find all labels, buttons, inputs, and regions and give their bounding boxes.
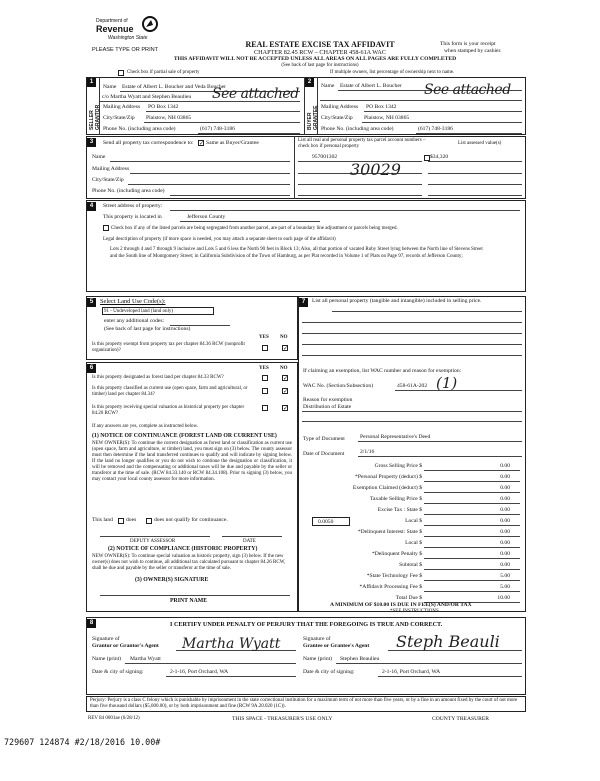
section6-box	[86, 362, 298, 612]
tax-row-label: Taxable Selling Price $	[370, 496, 422, 502]
reason-value[interactable]: Distribution of Estate	[303, 404, 352, 410]
tax-row	[302, 528, 522, 539]
section-2-badge: 2	[305, 78, 314, 87]
legal-description[interactable]: Lots 2 through 4 and 7 through 9 inclusive and Lots 5 and 6 less the North 90 feet in Block 13; Also, all that portion of vacated Ruby Street lying between the North line of Stevens Street and the South line of Montgomery Street; in California Subdivision of the Town of Hamburg, as per Plat recorded in Volume 1 of Plats on Page 97, records of Jefferson County;	[110, 247, 483, 259]
tax-row	[302, 517, 522, 528]
tax-row-value[interactable]: 0.00	[500, 496, 510, 502]
tax-row-label: *Affidavit Processing Fee $	[359, 584, 422, 590]
tax-row-value[interactable]: 10.00	[497, 595, 510, 601]
tax-row-label: *Delinquent Interest: State $	[357, 529, 422, 535]
current-use-no-checkbox[interactable]: ✓	[283, 388, 289, 395]
assessed-header: List assessed value(s)	[458, 141, 502, 146]
tax-row-label: *Personal Property (deduct) $	[355, 474, 422, 480]
land-use-no-header: NO	[280, 335, 288, 340]
see-instructions: *SEE INSTRUCTIONS	[390, 609, 439, 614]
form-subtitle: CHAPTER 82.45 RCW – CHAPTER 458-61A WAC	[254, 49, 386, 56]
cashier-stamp: 729607 124874 #2/18/2016 10.00#	[4, 737, 161, 747]
personal-property-checkbox[interactable]	[424, 155, 430, 161]
perjury-box	[86, 696, 526, 712]
tax-row-value[interactable]: 0.00	[500, 518, 510, 524]
land-use-see-back: (See back of last page for instructions)	[104, 326, 191, 332]
buyer-handwritten-note: See attached	[424, 82, 511, 98]
treasurer-space: THIS SPACE - TREASURER'S USE ONLY	[232, 716, 333, 722]
tax-row	[302, 506, 522, 517]
revenue-logo	[96, 16, 158, 46]
personal-property-label: List all personal property (tangible and intangible) included in selling price.	[312, 298, 482, 304]
historic-yes-checkbox[interactable]	[262, 405, 268, 411]
legal-description-label: Legal description of property (if more space is needed, you may attach a separate sheet to each page of the affidavit)	[103, 237, 336, 242]
this-land-label: This land	[92, 517, 113, 523]
tax-table	[302, 462, 522, 605]
forest-no-checkbox[interactable]: ✓	[283, 375, 289, 382]
tax-row-value[interactable]: 0.00	[500, 562, 510, 568]
corr-city-label: City/State/Zip	[92, 177, 124, 183]
tax-row	[302, 572, 522, 583]
exempt-question: Is this property exempt from property tax per chapter 84.36 RCW (nonprofit organization)?	[92, 342, 245, 353]
section-6-badge: 6	[87, 364, 96, 373]
tax-row	[302, 550, 522, 561]
does-not-label: does not qualify for continuance.	[154, 517, 228, 523]
buyer-name-label: Name	[321, 83, 335, 89]
additional-codes-label: enter any additional codes:	[104, 318, 165, 324]
tax-row	[302, 473, 522, 484]
section-5-badge: 5	[87, 298, 96, 307]
deputy-date-label: DATE	[243, 539, 256, 544]
does-label: does	[126, 517, 137, 523]
local-rate: 0.0050	[318, 519, 334, 525]
seller-side-label: SELLER GRANTOR	[89, 104, 101, 130]
dept-line3: Washington State	[108, 35, 148, 41]
doc-date-label: Date of Document	[303, 451, 345, 457]
tax-row-value[interactable]: 5.00	[500, 573, 510, 579]
tax-row-value[interactable]: 0.00	[500, 485, 510, 491]
seller-address-label: Mailing Address	[103, 104, 141, 110]
parcel-number[interactable]: 957001302	[312, 154, 338, 160]
perjury-text: Perjury: Perjury is a class C felony which is punishable by imprisonment in the state correctional institution for a maximum term of not more than five years, or by a fine in an amount fixed by the court of not more than five thousand dollars ($5,000.00), or by both imprisonment and fine (RCW 9A.20.020 (1C)).	[90, 698, 518, 710]
county-treasurer: COUNTY TREASURER	[432, 716, 490, 722]
buyer-name[interactable]: Estate of Albert L. Boucher	[340, 83, 402, 89]
buyer-phone-label: Phone No. (including area code)	[321, 126, 394, 132]
seller-phone-label: Phone No. (including area code)	[103, 126, 176, 132]
located-label: This property is located in	[103, 214, 162, 220]
corr-name-label: Name	[92, 154, 106, 160]
notice2-title: (2) NOTICE OF COMPLIANCE (HISTORIC PROPERTY)	[108, 546, 258, 552]
land-use-code: 91 - Undeveloped land (land only)	[104, 309, 174, 314]
doc-type-label: Type of Document	[303, 436, 345, 442]
dept-line2: Revenue	[96, 24, 134, 34]
form-warning: THIS AFFIDAVIT WILL NOT BE ACCEPTED UNLESS ALL AREAS ON ALL PAGES ARE FULLY COMPLETED	[173, 56, 457, 62]
grantor-sig-label-1: Signature of	[92, 636, 120, 642]
land-use-select[interactable]	[102, 307, 214, 315]
exempt-no-checkbox[interactable]: ✓	[283, 345, 289, 352]
tax-row-value[interactable]: 0.00	[500, 474, 510, 480]
doc-date-value[interactable]: 2/1/16	[360, 449, 375, 455]
local-rate-box[interactable]	[312, 517, 350, 526]
buyer-city[interactable]: Plaistow, NH 03865	[364, 115, 410, 121]
form-title: REAL ESTATE EXCISE TAX AFFIDAVIT	[245, 40, 395, 49]
grantor-sig-label-2: Grantor or Grantor's Agent	[92, 643, 159, 649]
tax-row	[302, 561, 522, 572]
grantee-date[interactable]: 2-1-16, Port Orchard, WA	[382, 669, 441, 675]
partial-sale-checkbox[interactable]	[118, 70, 124, 76]
certify-statement: I CERTIFY UNDER PENALTY OF PERJURY THAT THE FOREGOING IS TRUE AND CORRECT.	[170, 621, 443, 628]
forest-question: Is this property designated as forest land per chapter 84.33 RCW?	[92, 375, 224, 380]
receipt-note-1: This form is your receipt	[440, 41, 496, 47]
tax-row-label: Subtotal $	[399, 562, 422, 568]
seller-city[interactable]: Plaistow, NH 03865	[146, 115, 192, 121]
multiple-owners-note: If multiple owners, list percentage of ownership next to name.	[330, 70, 455, 75]
grantor-name[interactable]: Martha Wyatt	[130, 656, 161, 662]
s6-no-header: NO	[280, 366, 288, 371]
current-use-yes-checkbox[interactable]	[262, 388, 268, 394]
street-label: Street address of property:	[103, 203, 163, 209]
buyer-city-label: City/State/Zip	[321, 115, 353, 121]
forest-yes-checkbox[interactable]	[262, 375, 268, 381]
partial-sale-label: Check box if partial sale of property	[127, 70, 200, 75]
correspondence-label: Send all property tax correspondence to:	[103, 140, 194, 146]
doc-type-value[interactable]: Personal Representative's Deed	[360, 434, 431, 440]
grantor-name-label: Name (print)	[92, 656, 122, 662]
grantee-name[interactable]: Stephen Beaulieu	[340, 656, 380, 662]
same-as-buyer-label: Same as Buyer/Grantee	[206, 140, 259, 146]
grantor-date-label: Date & city of signing:	[92, 669, 144, 675]
tax-row-label: Exemption Claimed (deduct) $	[352, 485, 422, 491]
tax-row-label: *State Technology Fee $	[366, 573, 422, 579]
tax-row	[302, 462, 522, 473]
does-not-checkbox[interactable]	[146, 518, 152, 524]
buyer-address[interactable]: PO Box 1342	[366, 104, 397, 110]
buyer-phone[interactable]: (617) 748-3186	[418, 126, 453, 132]
buyer-side-label: BUYER GRANTEE	[307, 105, 319, 130]
deputy-assessor-label: DEPUTY ASSESSOR	[130, 539, 176, 544]
grantee-name-label: Name (print)	[303, 656, 333, 662]
tax-row	[302, 495, 522, 506]
corr-phone-label: Phone No. (including area code)	[92, 188, 165, 194]
tax-row	[302, 484, 522, 495]
tax-row-label: *Delinquent Penalty $	[371, 551, 422, 557]
grantor-date[interactable]: 2-1-16, Port Orchard, WA	[170, 669, 229, 675]
tax-row-label: Total Due $	[395, 595, 422, 601]
seller-name-label: Name	[103, 84, 117, 90]
wac-value[interactable]: 458-61A-202	[397, 383, 428, 389]
grantee-signature[interactable]: Steph Beauli	[396, 632, 500, 651]
historic-no-checkbox[interactable]: ✓	[283, 405, 289, 412]
owner-signature-label: (3) OWNER(S) SIGNATURE	[135, 577, 209, 583]
county-value[interactable]: Jefferson County	[187, 214, 226, 220]
wac-handwritten: (1)	[436, 374, 458, 392]
grantee-sig-label-1: Signature of	[303, 636, 331, 642]
tax-row-label: Gross Selling Price $	[374, 463, 422, 469]
notice1-title: (1) NOTICE OF CONTINUANCE (FOREST LAND OR CURRENT USE)	[92, 433, 277, 439]
exempt-yes-checkbox[interactable]	[262, 345, 268, 351]
tax-row-value[interactable]: 0.00	[500, 529, 510, 535]
minimum-note: A MINIMUM OF $10.00 IS DUE IN FEE(S) AND/OR TAX	[330, 602, 472, 608]
current-use-question: Is this property classified as current use (open space, farm and agricultural, or timber) land per chapter 84.34?	[92, 386, 248, 397]
land-use-yes-header: YES	[259, 335, 269, 340]
parcel-header: List all real and personal property tax parcel account numbers – check box if personal property	[298, 138, 426, 149]
seller-handwritten-note: See attached	[212, 86, 299, 102]
buyer-address-label: Mailing Address	[321, 104, 359, 110]
tax-row-value[interactable]: 5.00	[500, 584, 510, 590]
grantor-signature[interactable]: Martha Wyatt	[182, 636, 281, 652]
exemption-label: If claiming an exemption, list WAC number and reason for exemption:	[303, 368, 462, 374]
section-8-badge: 8	[87, 619, 96, 628]
seller-name[interactable]: Estate of Albert L. Boucher and Veda Boucher	[122, 84, 226, 90]
assessed-value[interactable]: $34,320	[430, 154, 449, 160]
print-name-label: PRINT NAME	[170, 598, 208, 604]
form-revision: REV 84 0001ae (6/28/12)	[88, 716, 140, 721]
dept-line1: Department of	[96, 18, 128, 24]
tax-row-label: Excise Tax : State $	[377, 507, 422, 513]
parcel-handwritten: 30029	[350, 160, 401, 179]
segregated-checkbox[interactable]	[103, 225, 109, 231]
grantee-sig-label-2: Grantee or Grantee's Agent	[303, 643, 370, 649]
segregated-label: Check box if any of the listed parcels are being segregated from another parcel, are part of a boundary line adjustment or parcels being merged.	[111, 226, 398, 231]
tax-row	[302, 539, 522, 550]
seller-name-2[interactable]: c/o Martha Wyatt and Stephen Beaulieu	[102, 94, 192, 100]
tax-row-value[interactable]: 0.00	[500, 551, 510, 557]
tax-row-value[interactable]: 0.00	[500, 463, 510, 469]
section-1-badge: 1	[87, 78, 96, 87]
historic-question: Is this property receiving special valuation as historical property per chapter 84.26 RCW?	[92, 405, 245, 416]
wac-label: WAC No. (Section/Subsection)	[303, 383, 374, 389]
seller-phone[interactable]: (617) 748-3186	[200, 126, 235, 132]
seller-city-label: City/State/Zip	[103, 115, 135, 121]
tax-row-label: Local $	[405, 518, 422, 524]
land-use-label: Select Land Use Code(s):	[100, 298, 166, 305]
receipt-note-2: when stamped by cashier.	[444, 48, 502, 54]
tax-row-label: Local $	[405, 540, 422, 546]
notice1-text: NEW OWNER(S): To continue the current designation as forest land or classification as current use (open space, farm and agriculture, or timber) land, you must sign on (3) below. The county assessor must then determine if the land transferred continues to qualify and will indicate by signing below. If the land no longer qualifies or you do not wish to continue the designation or classification, it will be removed and the compensating or additional taxes will be due and payable by the seller or transferor at the time of sale. (RCW 84.33.140 or RCW 84.34.108). Prior to signing (3) below, you may contact your local county assessor for more information.	[92, 441, 292, 482]
logo-mark-icon	[142, 16, 158, 32]
corr-address-label: Mailing Address	[92, 166, 130, 172]
see-back-note: (See back of last page for instructions)	[281, 63, 359, 68]
does-checkbox[interactable]	[118, 518, 124, 524]
s6-yes-header: YES	[259, 366, 269, 371]
tax-row-value[interactable]: 0.00	[500, 540, 510, 546]
section-4-badge: 4	[87, 202, 96, 211]
grantee-date-label: Date & city of signing:	[303, 669, 355, 675]
seller-address[interactable]: PO Box 1342	[148, 104, 179, 110]
reason-label: Reason for exemption	[303, 397, 353, 403]
tax-row-value[interactable]: 0.00	[500, 507, 510, 513]
print-hint: PLEASE TYPE OR PRINT	[92, 47, 159, 53]
notice2-text: NEW OWNER(S): To continue special valuation as historic property, sign (3) below. If the new owner(s) does not wish to continue, all additional tax calculated pursuant to chapter 84.26 RCW, shall be due and payable by the seller or transferor at the time of sale.	[92, 554, 286, 571]
section-3-badge: 3	[87, 138, 96, 147]
same-as-buyer-checkbox[interactable]: ✓	[199, 140, 205, 147]
tax-row	[302, 583, 522, 594]
section-7-badge: 7	[299, 298, 308, 307]
if-yes-note: If any answers are yes, complete as instructed below.	[92, 424, 199, 429]
